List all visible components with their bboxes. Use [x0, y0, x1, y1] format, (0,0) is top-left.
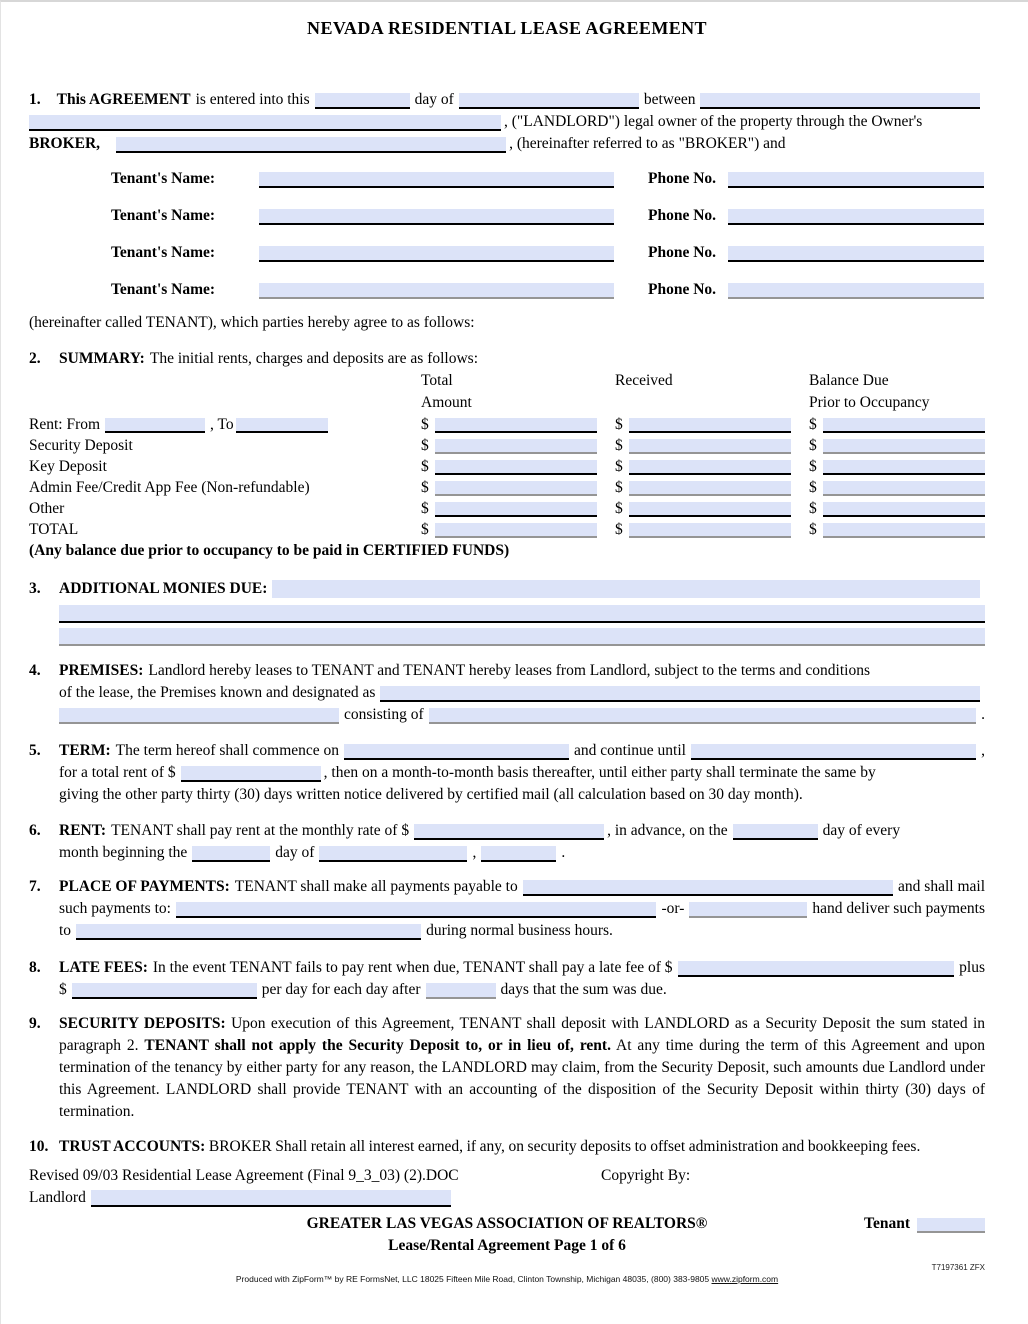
late-fees-heading: LATE FEES: [59, 959, 148, 976]
broker-clause-text: , (hereinafter referred to as "BROKER") and [509, 135, 786, 152]
section-8-number: 8. [29, 959, 41, 976]
section-5-number: 5. [29, 742, 41, 759]
tenant-name-label: Tenant's Name: [111, 281, 216, 298]
tenant-name-1-field[interactable] [259, 172, 614, 188]
hereinafter-clause [29, 312, 985, 334]
tenant-row-4 [111, 280, 985, 300]
broker-label: BROKER, [29, 135, 101, 152]
key-deposit-label: Key Deposit [29, 458, 107, 475]
other-total-field[interactable] [435, 502, 597, 517]
dollar-sign: $ [615, 500, 623, 517]
grand-balance-field[interactable] [823, 523, 985, 538]
payments-heading: PLACE OF PAYMENTS: [59, 878, 230, 895]
section-6-number: 6. [29, 822, 41, 839]
dollar-sign: $ [809, 458, 817, 475]
rent-line-1a: TENANT shall pay rent at the monthly rate of $ [111, 822, 410, 839]
late-fees-line-2b: per day for each day after [261, 981, 421, 998]
premises-consisting-field[interactable] [429, 708, 976, 724]
late-fees-line-2a: $ [59, 981, 67, 998]
dollar-sign: $ [615, 521, 623, 538]
dollar-sign: $ [421, 500, 429, 517]
payments-line-1b: and shall mail [898, 878, 985, 895]
produced-text: Produced with ZipForm™ by RE FormsNet, LLC 18025 Fifteen Mile Road, Clinton Township, Michigan 48035, (800) 383-9805 [235, 1274, 710, 1284]
security-deposit-received-field[interactable] [629, 439, 791, 454]
revised-text: Revised 09/03 Residential Lease Agreement (Final 9_3_03) (2).DOC [29, 1167, 459, 1184]
total-label: TOTAL [29, 521, 79, 538]
phone-label: Phone No. [648, 244, 717, 261]
additional-monies-field-2[interactable] [59, 605, 985, 623]
certified-funds-note: (Any balance due prior to occupancy to be paid in CERTIFIED FUNDS) [29, 542, 510, 559]
dollar-sign: $ [421, 458, 429, 475]
column-header-total [421, 370, 597, 414]
section-8-late-fees [29, 957, 985, 1001]
section-1-lead-bold: This AGREEMENT [56, 91, 191, 108]
rent-to-label: , To [210, 416, 234, 433]
additional-monies-heading: ADDITIONAL MONIES DUE: [59, 580, 268, 597]
payments-or-field[interactable] [689, 902, 807, 918]
security-deposits-text-1: Upon execution of this Agreement, TENANT shall deposit with LANDLORD as a Security Deposit the sum stated in paragraph 2. [59, 1015, 986, 1054]
other-label: Other [29, 500, 65, 517]
rent-received-field[interactable] [629, 418, 791, 433]
premises-line-1: Landlord hereby leases to TENANT and TENANT hereby leases from Landlord, subject to the terms and conditions [148, 662, 870, 679]
summary-row-other [29, 498, 985, 519]
late-fee-per-day-field[interactable] [72, 983, 257, 999]
section-10-trust-accounts [29, 1136, 985, 1158]
late-fee-days-field[interactable] [426, 983, 496, 999]
other-received-field[interactable] [629, 502, 791, 517]
day-of-label: day of [414, 91, 454, 108]
section-4-number: 4. [29, 662, 41, 679]
broker-name-field[interactable] [116, 137, 506, 153]
dollar-sign: $ [421, 437, 429, 454]
section-4-premises [29, 660, 985, 726]
dollar-sign: $ [809, 437, 817, 454]
term-total-rent-field[interactable] [181, 766, 321, 782]
tenant-phone-4-field[interactable] [728, 283, 984, 299]
section-9-security-deposits [29, 1013, 985, 1123]
phone-label: Phone No. [648, 170, 717, 187]
rent-from-field[interactable] [105, 418, 205, 433]
admin-fee-total-field[interactable] [435, 481, 597, 496]
tenant-row-1 [111, 169, 985, 189]
rent-line-2b: day of [275, 844, 315, 861]
summary-column-headers [29, 370, 985, 414]
grand-received-field[interactable] [629, 523, 791, 538]
rent-line-1c: day of every [822, 822, 901, 839]
landlord-name-field[interactable] [700, 93, 980, 109]
payments-line-2a: such payments to: [59, 900, 171, 917]
late-fees-line-2c: days that the sum was due. [500, 981, 667, 998]
tenant-row-3 [111, 243, 985, 263]
copyright-label: Copyright By: [601, 1167, 691, 1184]
premises-heading: PREMISES: [59, 662, 144, 679]
security-deposit-label: Security Deposit [29, 437, 133, 454]
key-deposit-received-field[interactable] [629, 460, 791, 475]
agreement-day-field[interactable] [315, 93, 410, 109]
security-deposits-heading: SECURITY DEPOSITS: [59, 1015, 226, 1032]
summary-row-rent [29, 414, 985, 435]
tenant-name-2-field[interactable] [259, 209, 614, 225]
rent-due-day-field[interactable] [733, 824, 818, 840]
association-line [29, 1213, 985, 1235]
rent-from-label: Rent: From [29, 416, 101, 433]
premises-cont-field[interactable] [59, 708, 339, 724]
term-line-2b: , then on a month-to-month basis thereafter, until either party shall terminate the same by [323, 764, 876, 781]
summary-table [29, 414, 985, 540]
trust-accounts-text: BROKER Shall retain all interest earned, if any, on security deposits to offset administration and bookkeeping fees. [208, 1138, 921, 1155]
term-line-1b: and continue until [574, 742, 686, 759]
payments-mail-to-field[interactable] [176, 902, 657, 918]
section-1-lead-text: is entered into this [195, 91, 310, 108]
total-line-1: Total [421, 372, 453, 389]
column-header-balance [809, 370, 985, 414]
tenant-name-4-field[interactable] [259, 283, 614, 299]
landlord-label: Landlord [29, 1189, 86, 1206]
dollar-sign: $ [809, 500, 817, 517]
term-until-field[interactable] [691, 744, 976, 760]
term-line-2a: for a total rent of $ [59, 764, 176, 781]
dollar-sign: $ [421, 479, 429, 496]
security-deposit-total-field[interactable] [435, 439, 597, 454]
dollar-sign: $ [615, 479, 623, 496]
tenant-row-2 [111, 206, 985, 226]
late-fees-line-1a: In the event TENANT fails to pay rent when due, TENANT shall pay a late fee of $ [152, 959, 673, 976]
security-deposits-bold-clause: TENANT shall not apply the Security Deposit to, or in lieu of, rent. [144, 1037, 611, 1054]
tenant-name-label: Tenant's Name: [111, 244, 216, 261]
total-line-2: Amount [421, 394, 472, 411]
tenant-initials-field[interactable] [917, 1218, 985, 1233]
security-deposits-text-2: At any time during the term of this Agreement and upon termination of the tenancy by either party for any reason, the LANDLORD may claim, from the Security Deposit, such amounts due Landlord under this Agreement. LANDLORD shall provide TENANT with an accounting of the disposition of the Security Deposit within thirty (30) days of termination. [59, 1037, 985, 1120]
term-commence-field[interactable] [344, 744, 569, 760]
section-7-place-of-payments [29, 876, 985, 942]
between-label: between [643, 91, 696, 108]
association-name: GREATER LAS VEGAS ASSOCIATION OF REALTORS® [306, 1215, 708, 1232]
dollar-sign: $ [809, 416, 817, 433]
section-9-number: 9. [29, 1015, 41, 1032]
section-6-rent [29, 820, 985, 864]
trust-accounts-heading: TRUST ACCOUNTS: [59, 1138, 206, 1155]
rent-total-amount-field[interactable] [435, 418, 597, 433]
late-fee-field[interactable] [678, 961, 955, 977]
produced-line [29, 1273, 985, 1285]
late-fees-line-1b: plus [959, 959, 985, 976]
revised-line [29, 1165, 985, 1187]
phone-label: Phone No. [648, 281, 717, 298]
tenant-name-label: Tenant's Name: [111, 170, 216, 187]
zipform-link[interactable]: www.zipform.com [711, 1274, 779, 1284]
other-balance-field[interactable] [823, 502, 985, 517]
rent-line-2a: month beginning the [59, 844, 188, 861]
section-3-additional-monies [29, 578, 985, 646]
payments-payable-to-field[interactable] [523, 880, 893, 896]
summary-row-total [29, 519, 985, 540]
premises-period: . [981, 706, 985, 723]
premises-designated-field[interactable] [380, 686, 980, 702]
payments-line-1a: TENANT shall make all payments payable to [234, 878, 518, 895]
payments-deliver-to-field[interactable] [76, 924, 421, 940]
received-line: Received [615, 372, 673, 389]
tenant-initials-line [864, 1213, 985, 1235]
column-header-received [615, 370, 791, 414]
admin-fee-received-field[interactable] [629, 481, 791, 496]
rent-balance-due-field[interactable] [823, 418, 985, 433]
security-deposit-balance-field[interactable] [823, 439, 985, 454]
key-deposit-total-field[interactable] [435, 460, 597, 475]
dollar-sign: $ [615, 416, 623, 433]
section-10-number: 10. [29, 1138, 49, 1155]
additional-monies-field-1[interactable] [272, 580, 980, 598]
landlord-name-cont-field[interactable] [29, 115, 501, 131]
form-code: T7197361 ZFX [931, 1263, 985, 1272]
dollar-sign: $ [809, 521, 817, 538]
dollar-sign: $ [421, 521, 429, 538]
premises-line-2: of the lease, the Premises known and designated as [59, 684, 376, 701]
section-1-number: 1. [29, 91, 41, 108]
landlord-clause-text: , ("LANDLORD") legal owner of the property through the Owner's [504, 113, 923, 130]
admin-fee-label: Admin Fee/Credit App Fee (Non-refundable) [29, 479, 310, 496]
document-title: NEVADA RESIDENTIAL LEASE AGREEMENT [307, 18, 707, 38]
section-1-agreement [29, 89, 985, 155]
phone-label: Phone No. [648, 207, 717, 224]
consisting-of-label: consisting of [344, 706, 424, 723]
summary-row-admin-fee [29, 477, 985, 498]
tenant-phone-1-field[interactable] [728, 172, 984, 188]
tenant-phone-3-field[interactable] [728, 246, 984, 262]
payments-or-label: -or- [661, 900, 685, 917]
rent-monthly-rate-field[interactable] [414, 824, 604, 840]
tenant-phone-2-field[interactable] [728, 209, 984, 225]
term-comma: , [981, 742, 985, 759]
term-line-1a: The term hereof shall commence on [115, 742, 340, 759]
page-indicator: Lease/Rental Agreement Page 1 of 6 [388, 1237, 626, 1254]
agreement-month-field[interactable] [459, 93, 639, 109]
term-line-3: giving the other party thirty (30) days written notice delivered by certified mail (all calculation based on 30 day month). [59, 786, 803, 803]
tenant-label: Tenant [864, 1215, 910, 1232]
landlord-initials-field[interactable] [91, 1190, 451, 1207]
landlord-initials-line [29, 1187, 985, 1209]
rent-heading: RENT: [59, 822, 107, 839]
section-5-term [29, 740, 985, 806]
rent-begin-year-field[interactable] [481, 846, 556, 862]
tenant-name-label: Tenant's Name: [111, 207, 216, 224]
section-7-number: 7. [29, 878, 41, 895]
section-3-number: 3. [29, 580, 41, 597]
dollar-sign: $ [615, 458, 623, 475]
key-deposit-balance-field[interactable] [823, 460, 985, 475]
additional-monies-field-3[interactable] [59, 628, 985, 646]
payments-line-3b: during normal business hours. [426, 922, 613, 939]
rent-begin-day-field[interactable] [192, 846, 270, 862]
grand-total-field[interactable] [435, 523, 597, 538]
payments-line-2c: hand deliver such payments [812, 900, 985, 917]
hereinafter-text: (hereinafter called TENANT), which parties hereby agree to as follows: [29, 314, 475, 331]
tenant-name-3-field[interactable] [259, 246, 614, 262]
rent-line-1b: , in advance, on the [607, 822, 728, 839]
dollar-sign: $ [809, 479, 817, 496]
balance-line-2: Prior to Occupancy [809, 394, 930, 411]
payments-line-3a: to [59, 922, 72, 939]
summary-row-security-deposit [29, 435, 985, 456]
rent-comma: , [472, 844, 477, 861]
term-heading: TERM: [59, 742, 111, 759]
dollar-sign: $ [615, 437, 623, 454]
rent-to-field[interactable] [236, 418, 328, 433]
summary-heading: SUMMARY: [59, 350, 145, 367]
section-2-number: 2. [29, 350, 41, 367]
tenant-list [29, 169, 985, 300]
rent-begin-month-field[interactable] [319, 846, 467, 862]
rent-period: . [561, 844, 566, 861]
dollar-sign: $ [421, 416, 429, 433]
balance-line-1: Balance Due [809, 372, 889, 389]
admin-fee-balance-field[interactable] [823, 481, 985, 496]
summary-heading-text: The initial rents, charges and deposits are as follows: [149, 350, 479, 367]
summary-row-key-deposit [29, 456, 985, 477]
section-2-summary-heading [29, 348, 985, 370]
